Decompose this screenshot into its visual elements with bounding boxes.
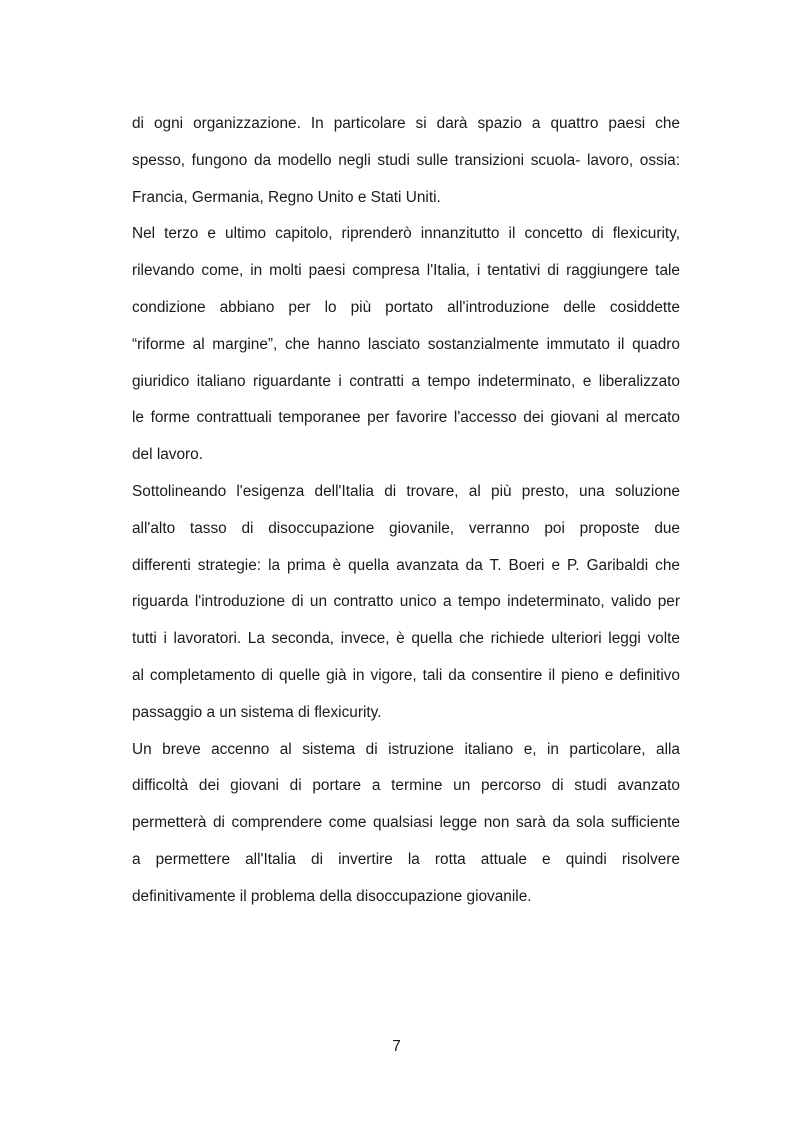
text-line: al completamento di quelle già in vigore, tali da consentire il pieno e definitivo: [132, 666, 680, 684]
text-line: Sottolineando l'esigenza dell'Italia di trovare, al più presto, una soluzione: [132, 482, 680, 500]
page-number: 7: [392, 1038, 401, 1055]
paragraph-4: [132, 732, 680, 916]
text-line: giuridico italiano riguardante i contratti a tempo indeterminato, e liberalizzato: [132, 372, 680, 390]
body-text: [132, 106, 680, 916]
text-line: passaggio a un sistema di flexicurity.: [132, 703, 382, 721]
text-line: Nel terzo e ultimo capitolo, riprenderò innanzitutto il concetto di flexicurity,: [132, 225, 680, 243]
text-line: riguarda l'introduzione di un contratto unico a tempo indeterminato, valido per: [132, 593, 680, 611]
paragraph-1: [132, 106, 680, 216]
text-line: del lavoro.: [132, 446, 204, 464]
paragraph-3: [132, 474, 680, 732]
text-line: definitivamente il problema della disoccupazione giovanile.: [132, 887, 532, 905]
text-line: le forme contrattuali temporanee per favorire l'accesso dei giovani al mercato: [132, 409, 680, 427]
text-line: permetterà di comprendere come qualsiasi legge non sarà da sola sufficiente: [132, 814, 680, 832]
text-line: Francia, Germania, Regno Unito e Stati Uniti.: [132, 188, 441, 206]
text-line: difficoltà dei giovani di portare a termine un percorso di studi avanzato: [132, 777, 680, 795]
text-line: Un breve accenno al sistema di istruzione italiano e, in particolare, alla: [132, 740, 680, 758]
text-line: spesso, fungono da modello negli studi sulle transizioni scuola- lavoro, ossia:: [132, 151, 680, 169]
text-line: rilevando come, in molti paesi compresa l'Italia, i tentativi di raggiungere tale: [132, 262, 680, 280]
text-line: tutti i lavoratori. La seconda, invece, è quella che richiede ulteriori leggi volte: [132, 630, 680, 648]
text-line: all'alto tasso di disoccupazione giovanile, verranno poi proposte due: [132, 519, 680, 537]
paragraph-2: [132, 216, 680, 474]
text-line: differenti strategie: la prima è quella avanzata da T. Boeri e P. Garibaldi che: [132, 556, 680, 574]
text-line: di ogni organizzazione. In particolare si darà spazio a quattro paesi che: [132, 115, 680, 132]
text-line: a permettere all'Italia di invertire la rotta attuale e quindi risolvere: [132, 850, 680, 868]
text-line: “riforme al margine”, che hanno lasciato sostanzialmente immutato il quadro: [132, 335, 680, 353]
text-line: condizione abbiano per lo più portato all'introduzione delle cosiddette: [132, 298, 680, 316]
